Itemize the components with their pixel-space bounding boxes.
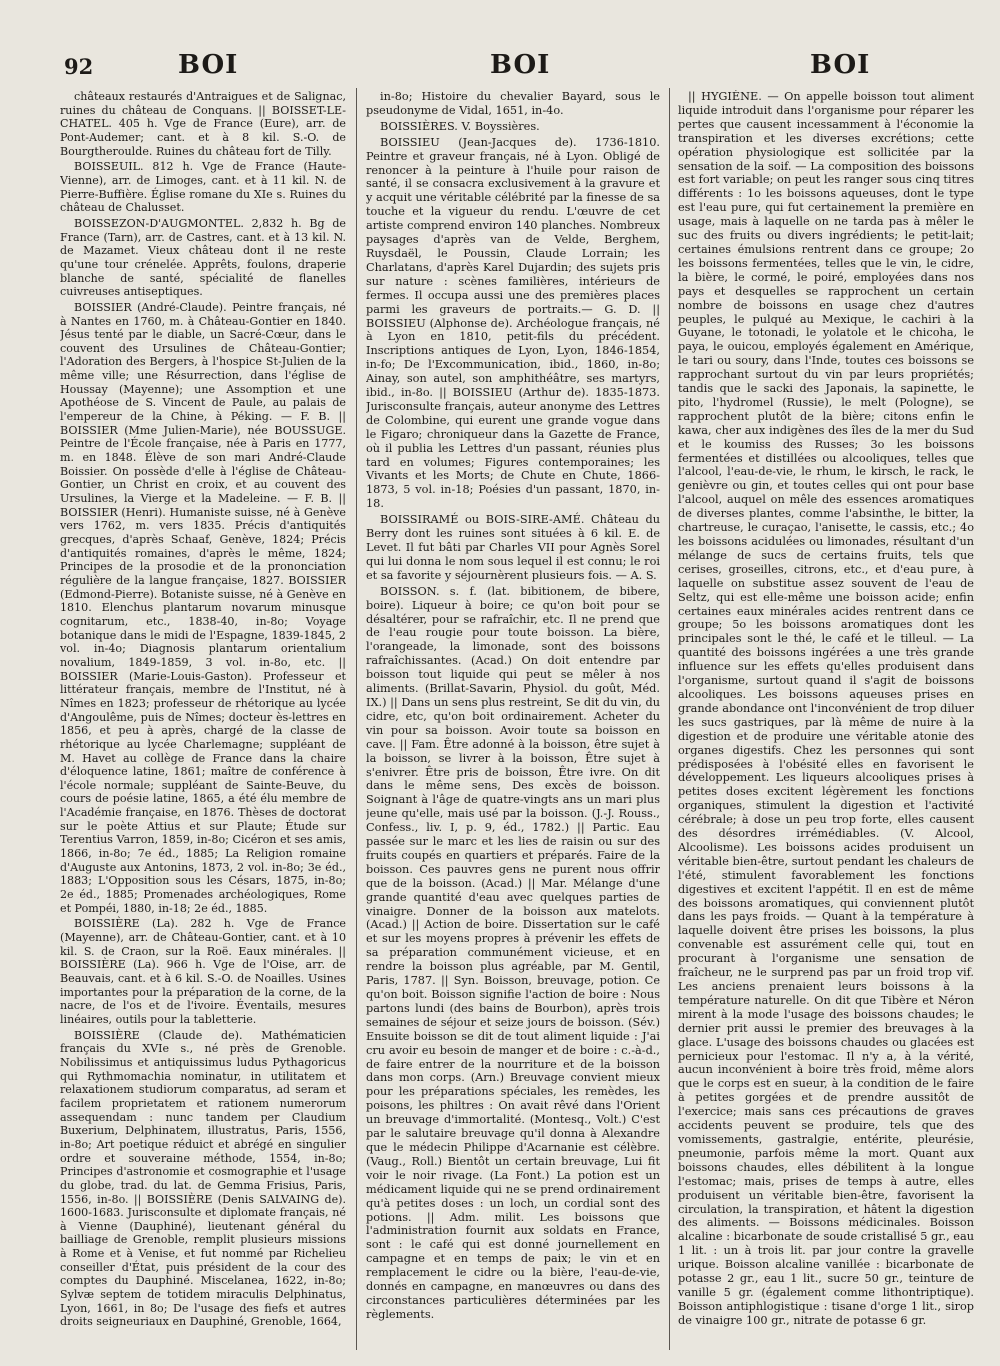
- text-column-2: [366, 90, 660, 1352]
- entry: BOISSEZON-D'AUGMONTEL. 2,832 h. Bg de France (Tarn), arr. de Castres, cant. et à 13 kil. N. de Mazamet. Vieux château dont il ne reste qu'une tour crénelée. Apprêts, foulons, draperie blanche de santé, spécialité de flanelles cuivreuses antiseptiques.: [60, 216, 346, 299]
- entry: BOISSIÈRES. V. Boyssières.: [380, 119, 540, 133]
- entry: || HYGIÈNE. — On appelle boisson tout aliment liquide introduit dans l'organisme pour réparer les pertes que causent incessamment à l'économie la transpiration et les diverses excrétions; cette opération physiologique est sollicitée par la sensation de la soif. — La composition des boissons est fort variable; on peut les ranger sous cinq titres différents : 1o les boissons aqueuses, dont le type est l'eau pure, qui fut certainement la première en usage, mais à laquelle on ne tarda pas à mêler le suc des fruits ou divers ingrédients; le petit-lait; certaines émulsions rentrent dans ce groupe; 2o les boissons fermentées, telles que le vin, le cidre, la bière, le cormé, le poiré, employées dans nos pays et desquelles se rapprochent un certain nombre de boissons en usage chez d'autres peuples, le pulqué au Mexique, le cachiri à la Guyane, le totonadi, le yolatole et le chicoha, le paya, le ouicou, employés également en Amérique, le tari ou soury, dans l'Inde, toutes ces boissons se rapprochant surtout du vin par leurs propriétés; tandis que le sacki des Japonais, la sapinette, le pito, l'hydromel (Russie), le melt (Pologne), se rapprochent plutôt de la bière; citons enfin le kawa, cher aux indigènes des îles de la mer du Sud et le koumiss des Russes; 3o les boissons fermentées et distillées ou alcooliques, telles que l'alcool, l'eau-de-vie, le rhum, le kirsch, le rack, le genièvre ou gin, et toutes celles qui ont pour base l'alcool, auquel on mêle des essences aromatiques de diverses plantes, comme l'absinthe, le bitter, la chartreuse, le curaçao, l'anisette, le cassis, etc.; 4o les boissons acidulées ou limonades, résultant d'un mélange de sucs de certains fruits, tels que cerises, groseilles, citrons, etc., et d'eau pure, à laquelle on substitue assez souvent de l'eau de Seltz, qui est elle-même une boisson acide; enfin certaines eaux minérales acides rentrent dans ce groupe; 5o les boissons aromatiques dont les principales sont le thé, le café et le tilleul. — La quantité des boissons ingérées a une très grande influence sur les effets qu'elles produisent dans l'organisme, surtout quand il s'agit de boissons alcooliques. Les boissons aqueuses prises en grande abondance ont l'inconvénient de trop diluer les sucs gastriques, par là même de nuire à la digestion et de produire une véritable atonie des organes digestifs. Chez les personnes qui sont prédisposées à l'obésité elles en favorisent le développement. Les liqueurs alcooliques prises à petites doses excitent légèrement les fonctions organiques, stimulent la digestion et l'activité cérébrale; à dose un peu trop forte, elles causent des désordres irrémédiables. (V. Alcool, Alcoolisme). Les boissons acides produisent un véritable bien-être, surtout pendant les chaleurs de l'été, stimulent favorablement les fonctions digestives et excitent l'appétit. Il en est de même des boissons aromatiques, qui conviennent plutôt dans les pays froids. — Quant à la température à laquelle doivent être prises les boissons, la plus convenable est assurément celle qui, tout en procurant à l'organisme une sensation de fraîcheur, ne le surprend pas par un froid trop vif. Les anciens prenaient leurs boissons à la température naturelle. On dit que Tibère et Néron mirent à la mode l'usage des boissons chaudes; le dernier prit aussi le premier des breuvages à la glace. L'usage des boissons chaudes ou glacées est pernicieux pour l'estomac. Il n'y a, à la vérité, aucun inconvénient à boire très froid, même alors que le corps est en sueur, à la condition de le faire à petites gorgées et de prendre aussitôt de l'exercice; mais sans ces précautions de graves accidents peuvent se produire, tels que des vomissements, gastralgie, entérite, pleurésie, pneumonie, parfois même la mort. Quant aux boissons chaudes, elles débilitent à la longue l'estomac; mais, prises de temps à autre, elles produisent un véritable bien-être, favorisent la circulation, la transpiration, et hâtent la digestion des aliments. — Boissons médicinales. Boisson alcaline : bicarbonate de soude cristallisé 5 gr., eau 1 lit. : un à trois lit. par jour contre la gravelle urique. Boisson alcaline vanillée : bicarbonate de potasse 2 gr., eau 1 lit., sucre 50 gr., teinture de vanille 5 gr. (également comme lithontriptique). Boisson antiphlogistique : tisane d'orge 1 lit., sirop de vinaigre 100 gr., nitrate de potasse 6 gr.: [678, 90, 974, 1327]
- entry: BOISSIRAMÉ ou BOIS-SIRE-AMÉ. Château du Berry dont les ruines sont situées à 6 kil. E. de Levet. Il fut bâti par Charles VII pour Agnès Sorel qui lui donna le nom sous lequel il est connu; le roi et sa favorite y séjournèrent plusieurs fois. — A. S.: [366, 513, 660, 582]
- running-headword-right: BOI: [810, 50, 871, 80]
- entry: BOISSIER (André-Claude). Peintre français, né à Nantes en 1760, m. à Château-Gontier en 1840. Jésus tenté par le diable, un Sacré-Cœur, dans le couvent des Ursulines de Château-Gontier; l'Adoration des Bergers, à l'hospice St-Julien de la même ville; une Résurrection, dans l'église de Houssay (Mayenne); une Assomption et une Apothéose de S. Vincent de Paule, au palais de l'empereur de la Chine, à Péking. — F. B. || BOISSIER (Mme Julien-Marie), née BOUSSUGE. Peintre de l'École française, née à Paris en 1777, m. en 1848. Élève de son mari André-Claude Boissier. On possède d'elle à l'église de Château-Gontier, un Christ en croix, et au couvent des Ursulines, la Vierge et la Madeleine. — F. B. || BOISSIER (Henri). Humaniste suisse, né à Genève vers 1762, m. vers 1835. Précis d'antiquités grecques, d'après Schaaf, Genève, 1824; Précis d'antiquités romaines, d'après le même, 1824; Principes de la prosodie et de la prononciation régulière de la langue française, 1827. BOISSIER (Edmond-Pierre). Botaniste suisse, né à Genève en 1810. Elenchus plantarum novarum minusque cognitarum, etc., 1838-40, in-8o; Voyage botanique dans le midi de l'Espagne, 1839-1845, 2 vol. in-4o; Diagnosis plantarum orientalium novalium, 1849-1859, 3 vol. in-8o, etc. || BOISSIER (Marie-Louis-Gaston). Professeur et littérateur français, membre de l'Institut, né à Nîmes en 1823; professeur de rhétorique au lycée d'Angoulême, puis de Nîmes; docteur ès-lettres en 1856, et peu à après, chargé de la classe de rhétorique au lycée Charlemagne; suppléant de M. Havet au collège de France dans la chaire d'éloquence latine, 1861; maître de conférence à l'école normale; suppléant de Sainte-Beuve, du cours de poésie latine, 1865, a été élu membre de l'Académie française, en 1876. Thèses de doctorat sur le poète Attius et sur Plaute; Étude sur Terentius Varron, 1859, in-8o; Cicéron et ses amis, 1866, in-8o; 7e éd., 1885; La Religion romaine d'Auguste aux Antonins, 1873, 2 vol. in-8o; 3e éd., 1883; L'Opposition sous les Césars, 1875, in-8o; 2e éd., 1885; Promenades archéologiques, Rome et Pompéi, 1880, in-18; 2e éd., 1885.: [60, 300, 346, 915]
- text-column-3: [678, 90, 974, 1352]
- entry: châteaux restaurés d'Antraigues et de Salignac, ruines du château de Conquans. || BOISSET-LE-CHATEL. 405 h. Vge de France (Eure), arr. de Pont-Audemer; cant. et à 8 kil. S.-O. de Bourgtheroulde. Ruines du château fort de Tilly.: [60, 90, 346, 158]
- entry: in-8o; Histoire du chevalier Bayard, sous le pseudonyme de Vidal, 1651, in-4o.: [366, 90, 660, 117]
- text-column-1: [60, 90, 346, 1352]
- entry: BOISSIÈRE (La). 282 h. Vge de France (Mayenne), arr. de Château-Gontier, cant. et à 10 kil. S. de Craon, sur la Roë. Eaux minérales. || BOISSIÈRE (La). 966 h. Vge de l'Oise, arr. de Beauvais, cant. et à 6 kil. S.-O. de Noailles. Usines importantes pour la préparation de la corne, de la nacre, de l'os et de l'ivoire. Éventails, mesures linéaires, outils pour la tabletterie.: [60, 917, 346, 1026]
- running-headword-left: BOI: [178, 50, 239, 80]
- page-number: 92: [64, 54, 94, 79]
- column-divider: [669, 88, 670, 1350]
- entry: BOISSIEU (Jean-Jacques de). 1736-1810. Peintre et graveur français, né à Lyon. Obligé de renoncer à la peinture à l'huile pour raison de santé, il se consacra exclusivement à la gravure et y acquit une véritable célébrité par la finesse de sa touche et la vigueur du rendu. L'œuvre de cet artiste comprend environ 140 planches. Nombreux paysages d'après van de Velde, Berghem, Ruysdaël, le Poussin, Claude Lorrain; les Charlatans, d'après Karel Dujardin; des sujets pris sur nature : scènes familières, intérieurs de fermes. Il occupa aussi une des premières places parmi les graveurs de portraits.— G. D. || BOISSIEU (Alphonse de). Archéologue français, né à Lyon en 1810, petit-fils du précédent. Inscriptions antiques de Lyon, Lyon, 1846-1854, in-fo; De l'Excommunication, ibid., 1860, in-8o; Ainay, son autel, son amphithéâtre, ses martyrs, ibid., in-8o. || BOISSIEU (Arthur de). 1835-1873. Jurisconsulte français, auteur anonyme des Lettres de Colombine, qui eurent une grande vogue dans le Figaro; chroniqueur dans la Gazette de France, où il publia les Lettres d'un passant, réunies plus tard en volumes; Figures contemporaines; les Vivants et les Morts; de Chute en Chute, 1866-1873, 5 vol. in-18; Poésies d'un passant, 1870, in-18.: [366, 135, 660, 511]
- entry: BOISSON. s. f. (lat. bibitionem, de bibere, boire). Liqueur à boire; ce qu'on boit pour se désaltérer, pour se rafraîchir, etc. Il ne prend que de l'eau rougie pour toute boisson. La bière, l'orangeade, la limonade, sont des boissons rafraîchissantes. (Acad.) On doit entendre par boisson tout liquide qui peut se mêler à nos aliments. (Brillat-Savarin, Physiol. du goût, Méd. IX.) || Dans un sens plus restreint, Se dit du vin, du cidre, etc, qu'on boit ordinairement. Acheter du vin pour sa boisson. Avoir toute sa boisson en cave. || Fam. Être adonné à la boisson, être sujet à la boisson, se livrer à la boisson, Être sujet à s'enivrer. Être pris de boisson, Être ivre. On dit dans le même sens, Des excès de boisson. Soignant à l'âge de quatre-vingts ans un mari plus jeune qu'elle, mais usé par la boisson. (J.-J. Rouss., Confess., liv. I, p. 9, éd., 1782.) || Partic. Eau passée sur le marc et les lies de raisin ou sur des fruits coupés en quartiers et préparés. Faire de la boisson. Ces pauvres gens ne purent nous offrir que de la boisson. (Acad.) || Mar. Mélange d'une grande quantité d'eau avec quelques parties de vinaigre. Donner de la boisson aux matelots. (Acad.) || Action de boire. Dissertation sur le café et sur les moyens propres à prévenir les effets de sa préparation communément vicieuse, et en rendre la boisson plus agréable, par M. Gentil, Paris, 1787. || Syn. Boisson, breuvage, potion. Ce qu'on boit. Boisson signifie l'action de boire : Nous partons lundi (des bains de Bourbon), après trois semaines de séjour et seize jours de boisson. (Sév.) Ensuite boisson se dit de tout aliment liquide : J'ai cru avoir eu besoin de manger et de boire : c.-à-d., de faire entrer de la nourriture et de la boisson dans mon corps. (Arn.) Breuvage convient mieux pour les préparations spéciales, les remèdes, les poisons, les philtres : On avait rêvé dans l'Orient un breuvage d'immortalité. (Montesq., Volt.) C'est par le salutaire breuvage qu'il donna à Alexandre que le médecin Philippe d'Acarnanie est célèbre. (Vaug., Roll.) Bientôt un certain breuvage, Lui fit voir le noir rivage. (La Font.) La potion est un médicament liquide qui ne se prend ordinairement qu'à petites doses : un loch, un cordial sont des potions. || Adm. milit. Les boissons que l'administration fournit aux soldats en France, sont : le café qui est donné journellement en campagne et en temps de paix; le vin et en remplacement le cidre ou la bière, l'eau-de-vie, donnés en campagne, en manœuvres ou dans des circonstances particulières déterminées par les règlements.: [366, 584, 660, 1321]
- column-divider: [356, 88, 357, 1350]
- entry: BOISSEUIL. 812 h. Vge de France (Haute-Vienne), arr. de Limoges, cant. et à 11 kil. N. de Pierre-Buffière. Église romane du XIe s. Ruines du château de Chalusset.: [60, 160, 346, 215]
- running-headword-center: BOI: [490, 50, 551, 80]
- entry: BOISSIÈRE (Claude de). Mathématicien français du XVIe s., né près de Grenoble. Nobilissimus et antiquissimus ludus Pythagoricus qui Rythmomachia nominatur, in utilitatem et relaxationem studiorum comparatus, ad seram et facilem proprietatem et rationem numerorum assequendam : nunc tandem per Claudium Buxerium, Delphinatem, illustratus, Paris, 1556, in-8o; Art poetique réduict et abrégé en singulier ordre et souveraine méthode, 1554, in-8o; Principes d'astronomie et cosmographie et l'usage du globe, trad. du lat. de Gemma Frisius, Paris, 1556, in-8o. || BOISSIÈRE (Denis SALVAING de). 1600-1683. Jurisconsulte et diplomate français, né à Vienne (Dauphiné), lieutenant général du bailliage de Grenoble, remplit plusieurs missions à Rome et à Venise, et fut nommé par Richelieu conseiller d'État, puis président de la cour des comptes du Dauphiné. Miscelanea, 1622, in-8o; Sylvæ septem de totidem miraculis Delphinatus, Lyon, 1661, in 8o; De l'usage des fiefs et autres droits seigneuriaux en Dauphiné, Grenoble, 1664,: [60, 1028, 346, 1329]
